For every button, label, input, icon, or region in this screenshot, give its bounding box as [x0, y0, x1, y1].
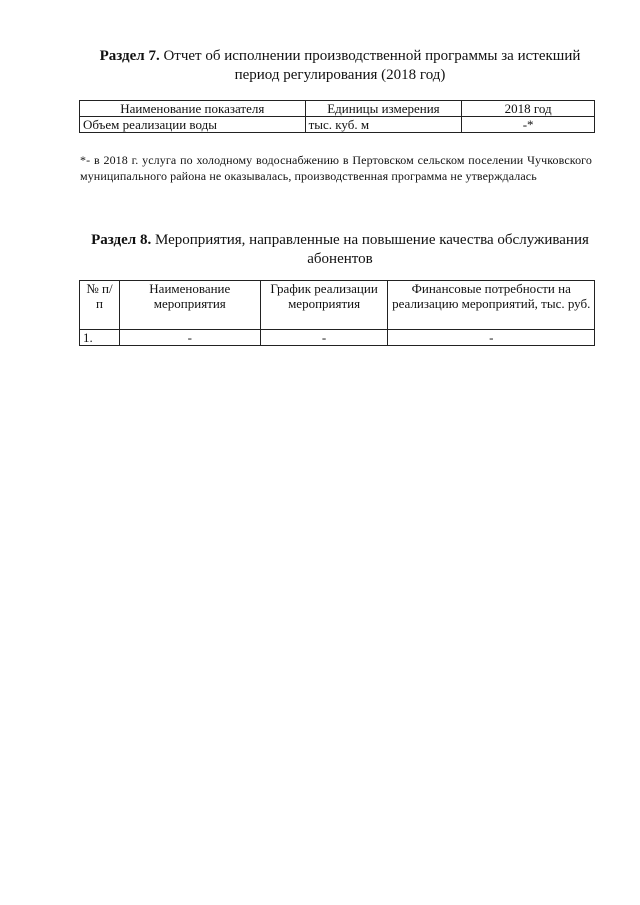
section-8-label: Раздел 8. — [91, 232, 152, 248]
header-schedule: График реализации мероприятия — [260, 281, 388, 330]
cell-indicator-name: Объем реализации воды — [80, 117, 306, 133]
cell-financial-needs: - — [388, 330, 595, 346]
header-year: 2018 год — [462, 101, 595, 117]
table-header-row — [80, 101, 595, 117]
cell-number: 1. — [80, 330, 120, 346]
section-8-title: Мероприятия, направленные на повышение качества обслуживания абонентов — [154, 232, 589, 267]
header-indicator-name: Наименование показателя — [80, 101, 306, 117]
cell-measure-name: - — [119, 330, 260, 346]
section-7-title: Отчет об исполнении производственной программы за истекший период регулирования (2018 год) — [163, 48, 581, 83]
header-financial-needs: Финансовые потребности на реализацию мероприятий, тыс. руб. — [388, 281, 595, 330]
cell-units: тыс. куб. м — [305, 117, 462, 133]
header-measure-name: Наименование мероприятия — [119, 281, 260, 330]
table-row — [80, 330, 595, 346]
section-7-table — [79, 100, 595, 133]
table-header-row — [80, 281, 595, 330]
cell-year-value: -* — [462, 117, 595, 133]
section-8-table — [79, 280, 595, 346]
section-8-heading — [80, 231, 600, 269]
section-7-footnote: *- в 2018 г. услуга по холодному водоснабжению в Пертовском сельском поселении Чучковского муниципального района не оказывалась, производственная программа не утверждалась — [80, 153, 592, 183]
cell-schedule: - — [260, 330, 388, 346]
section-7-label: Раздел 7. — [99, 48, 160, 64]
table-row — [80, 117, 595, 133]
header-units: Единицы измерения — [305, 101, 462, 117]
header-number: № п/п — [80, 281, 120, 330]
section-7-heading — [80, 47, 600, 85]
